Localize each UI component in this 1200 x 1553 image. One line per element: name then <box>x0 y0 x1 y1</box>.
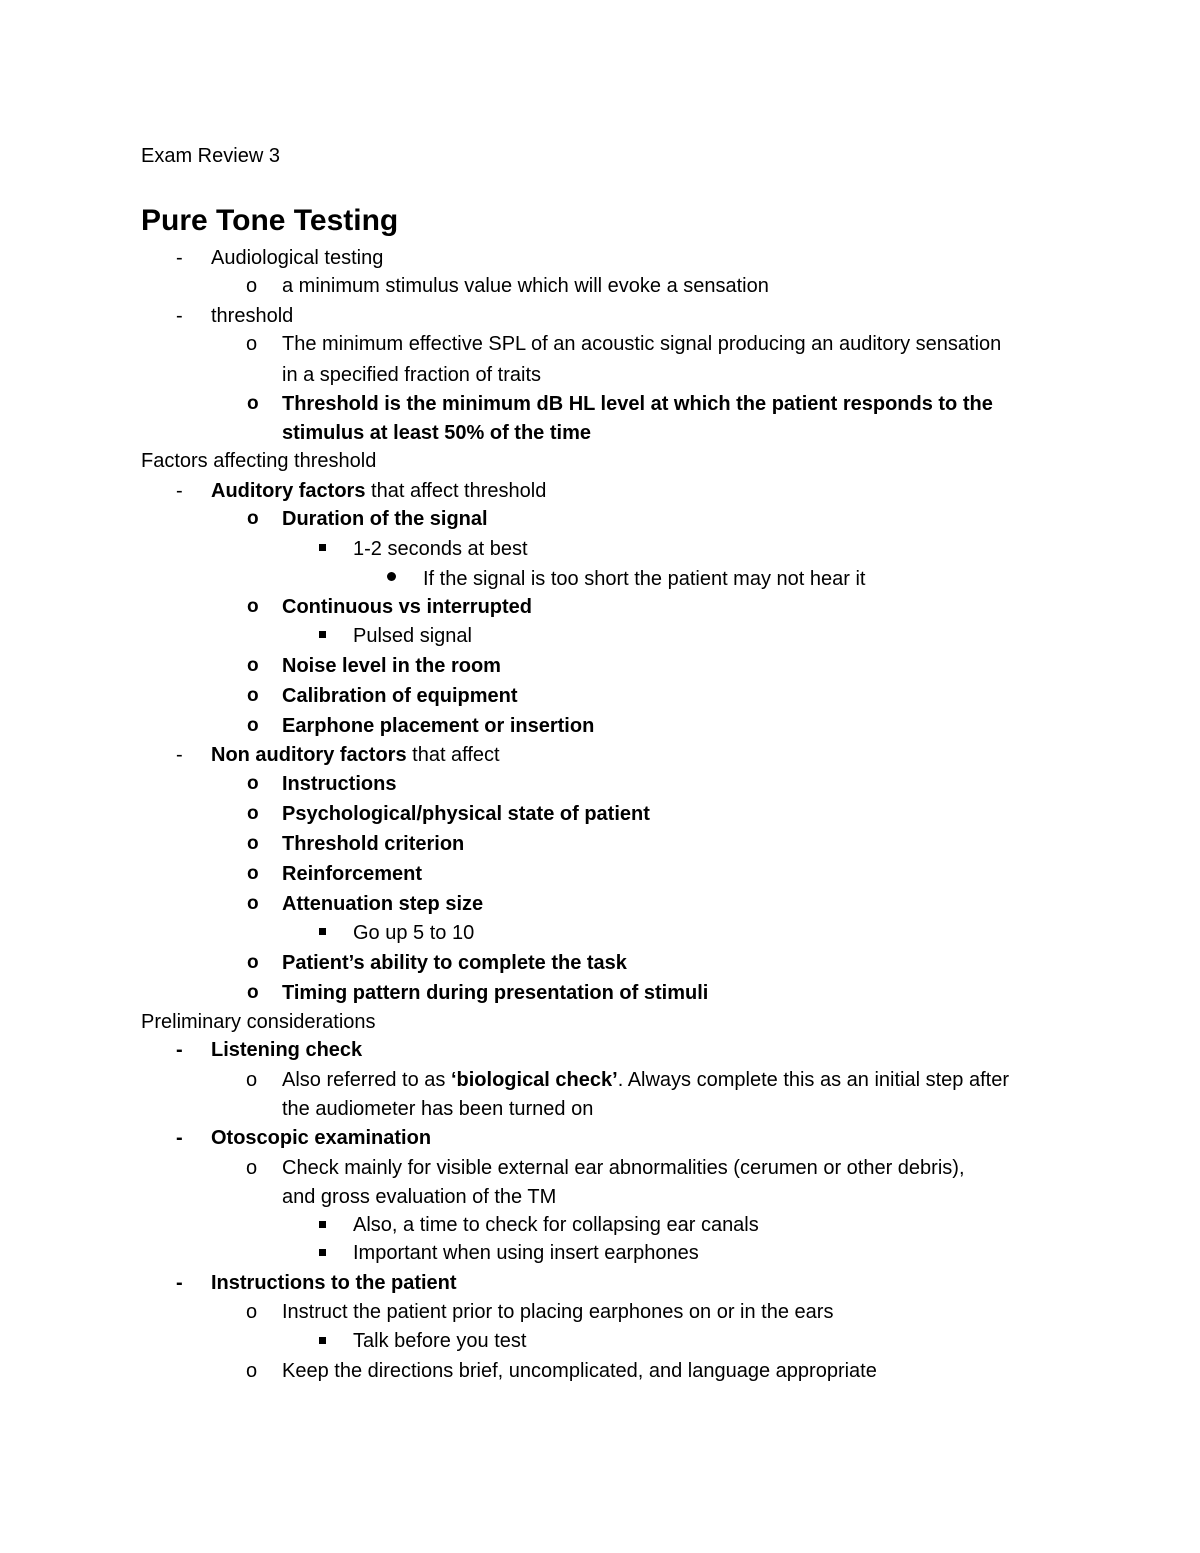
dash-bullet: - <box>176 1039 183 1061</box>
list-item: Instruct the patient prior to placing earphones on or in the ears <box>282 1301 834 1323</box>
list-item-continuation: the audiometer has been turned on <box>282 1098 594 1120</box>
circle-bullet: o <box>247 393 259 414</box>
page-heading: Pure Tone Testing <box>141 204 399 237</box>
circle-bullet: o <box>247 596 259 617</box>
circle-bullet: o <box>247 803 259 824</box>
circle-bullet: o <box>246 1301 258 1323</box>
circle-bullet: o <box>246 1069 258 1091</box>
circle-bullet: o <box>246 1157 258 1179</box>
dash-bullet: - <box>176 480 183 502</box>
list-item: 1-2 seconds at best <box>353 538 528 560</box>
bold-term: Auditory factors <box>211 480 366 502</box>
bold-term: Non auditory factors <box>211 744 407 766</box>
square-bullet <box>319 928 326 935</box>
circle-bullet: o <box>247 685 259 706</box>
document-title: Exam Review 3 <box>141 145 280 167</box>
list-item: Threshold criterion <box>282 833 465 855</box>
section-label: Preliminary considerations <box>141 1011 376 1033</box>
circle-bullet: o <box>247 773 259 794</box>
dash-bullet: - <box>176 1272 183 1294</box>
list-item <box>282 1067 1009 1093</box>
list-item: Also, a time to check for collapsing ear canals <box>353 1214 759 1236</box>
circle-bullet: o <box>247 833 259 854</box>
item-text: Also referred to as <box>282 1069 451 1091</box>
circle-bullet: o <box>247 952 259 973</box>
list-item-continuation: in a specified fraction of traits <box>282 364 542 386</box>
list-item-continuation: stimulus at least 50% of the time <box>282 422 591 444</box>
square-bullet <box>319 631 326 638</box>
list-item: Important when using insert earphones <box>353 1242 699 1264</box>
dash-bullet: - <box>176 744 183 766</box>
list-item: Instructions to the patient <box>211 1272 457 1294</box>
dash-bullet: - <box>176 247 183 269</box>
list-item: Check mainly for visible external ear abnormalities (cerumen or other debris), <box>282 1157 965 1179</box>
circle-bullet: o <box>246 333 258 355</box>
list-item: Threshold is the minimum dB HL level at which the patient responds to the <box>282 393 993 415</box>
bold-term: ‘biological check’ <box>450 1069 618 1091</box>
list-item <box>211 742 500 768</box>
list-item: Talk before you test <box>353 1330 527 1352</box>
list-item: The minimum effective SPL of an acoustic signal producing an auditory sensation <box>282 333 1002 355</box>
item-text: that affect <box>406 744 500 766</box>
list-item-continuation: and gross evaluation of the TM <box>282 1186 557 1208</box>
list-item: Calibration of equipment <box>282 685 518 707</box>
list-item: Earphone placement or insertion <box>282 715 595 737</box>
circle-bullet: o <box>246 1360 258 1382</box>
list-item: Patient’s ability to complete the task <box>282 952 627 974</box>
circle-bullet: o <box>247 982 259 1003</box>
circle-bullet: o <box>246 275 258 297</box>
list-item: Duration of the signal <box>282 508 488 530</box>
list-item: Timing pattern during presentation of stimuli <box>282 982 709 1004</box>
circle-bullet: o <box>247 508 259 529</box>
square-bullet <box>319 1249 326 1256</box>
round-bullet <box>387 572 396 581</box>
section-label: Factors affecting threshold <box>141 450 377 472</box>
list-item: Go up 5 to 10 <box>353 922 475 944</box>
list-item <box>211 478 546 504</box>
circle-bullet: o <box>247 893 259 914</box>
list-item: Psychological/physical state of patient <box>282 803 650 825</box>
square-bullet <box>319 544 326 551</box>
list-item: Continuous vs interrupted <box>282 596 532 618</box>
list-item: a minimum stimulus value which will evoke a sensation <box>282 275 769 297</box>
circle-bullet: o <box>247 863 259 884</box>
list-item: Reinforcement <box>282 863 423 885</box>
dash-bullet: - <box>176 1127 183 1149</box>
circle-bullet: o <box>247 715 259 736</box>
square-bullet <box>319 1221 326 1228</box>
square-bullet <box>319 1337 326 1344</box>
list-item: Pulsed signal <box>353 625 472 647</box>
item-text: that affect threshold <box>365 480 547 502</box>
item-text: . Always complete this as an initial step after <box>617 1069 1009 1091</box>
list-item: Attenuation step size <box>282 893 484 915</box>
circle-bullet: o <box>247 655 259 676</box>
dash-bullet: - <box>176 305 183 327</box>
list-item: Audiological testing <box>211 247 384 269</box>
list-item: Keep the directions brief, uncomplicated, and language appropriate <box>282 1360 877 1382</box>
list-item: Instructions <box>282 773 397 795</box>
list-item: Otoscopic examination <box>211 1127 432 1149</box>
list-item: Noise level in the room <box>282 655 501 677</box>
list-item: If the signal is too short the patient may not hear it <box>423 568 866 590</box>
list-item: threshold <box>211 305 294 327</box>
list-item: Listening check <box>211 1039 363 1061</box>
